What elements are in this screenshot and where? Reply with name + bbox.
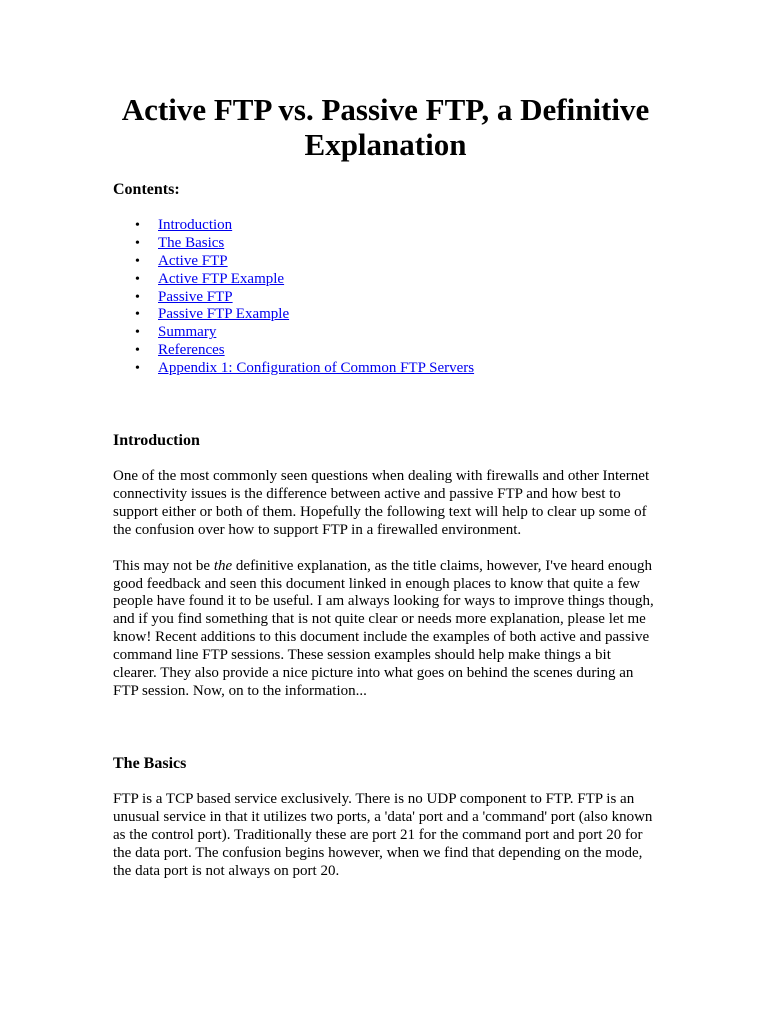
toc-item-passive-ftp (135, 288, 658, 307)
toc-item-appendix-1 (135, 360, 658, 378)
toc-link-the-basics[interactable]: The Basics (158, 234, 225, 251)
toc-item-summary (135, 324, 658, 342)
bullet-icon: • (135, 235, 140, 251)
introduction-paragraph-2 (113, 558, 658, 701)
bullet-icon: • (135, 253, 140, 269)
introduction-paragraph-1: One of the most commonly seen questions when dealing with firewalls and other Internet connectivity issues is the difference between active and passive FTP and how best to support either or both of them. Hopefully the following text will help to clear up some of the confusion over how to support FTP in a firewalled environment. (113, 468, 650, 538)
toc-link-summary[interactable]: Summary (158, 324, 217, 341)
toc-link-introduction[interactable]: Introduction (158, 217, 233, 233)
toc-item-the-basics (135, 234, 658, 253)
toc-link-passive-ftp[interactable]: Passive FTP (158, 288, 233, 305)
toc-link-active-ftp[interactable]: Active FTP (158, 252, 228, 269)
bullet-icon: • (135, 361, 140, 377)
toc-link-appendix-1[interactable]: Appendix 1: Configuration of Common FTP Servers (158, 360, 475, 377)
bullet-icon: • (135, 343, 140, 359)
bullet-icon: • (135, 325, 140, 341)
bullet-icon: • (135, 307, 140, 323)
page-title: Active FTP vs. Passive FTP, a Definitive Explanation (121, 92, 650, 162)
toc-item-references (135, 342, 658, 360)
section-heading-introduction: Introduction (113, 432, 200, 450)
bullet-icon: • (135, 271, 140, 287)
toc-item-active-ftp (135, 252, 658, 271)
bullet-icon: • (135, 289, 140, 305)
toc-item-passive-ftp-example (135, 306, 658, 324)
table-of-contents (113, 217, 658, 378)
basics-paragraph-1: FTP is a TCP based service exclusively. There is no UDP component to FTP. FTP is an unusual service in that it utilizes two ports, a 'data' port and a 'command' port (also known as the control port). Traditionally these are port 21 for the command port and port 20 for the data port. The confusion begins however, when we find that depending on the mode, the data port is not always on port 20. (113, 790, 653, 879)
toc-item-active-ftp-example (135, 270, 658, 289)
document-page (113, 92, 658, 880)
section-heading-the-basics: The Basics (113, 754, 187, 772)
bullet-icon: • (135, 218, 140, 233)
emphasis-text: the (213, 557, 233, 574)
paragraph-text: This may not be (113, 557, 214, 574)
paragraph-text: definitive explanation, as the title claims, however, I've heard enough good feedback and seen this document linked in enough places to know that quite a few people have found it to be useful. I am always looking for ways to improve things though, and if you find something that is not quite clear or needs more explanation, please let me know! Recent additions to this document include the examples of both active and passive command line FTP sessions. These session examples should help make things a bit clearer. They also provide a nice picture into what goes on behind the scenes during an FTP session. Now, on to the information... (113, 557, 654, 699)
toc-item-introduction (135, 217, 658, 235)
toc-link-references[interactable]: References (158, 342, 225, 359)
contents-heading: Contents: (113, 181, 180, 198)
toc-link-passive-ftp-example[interactable]: Passive FTP Example (158, 306, 290, 323)
toc-link-active-ftp-example[interactable]: Active FTP Example (158, 270, 285, 287)
